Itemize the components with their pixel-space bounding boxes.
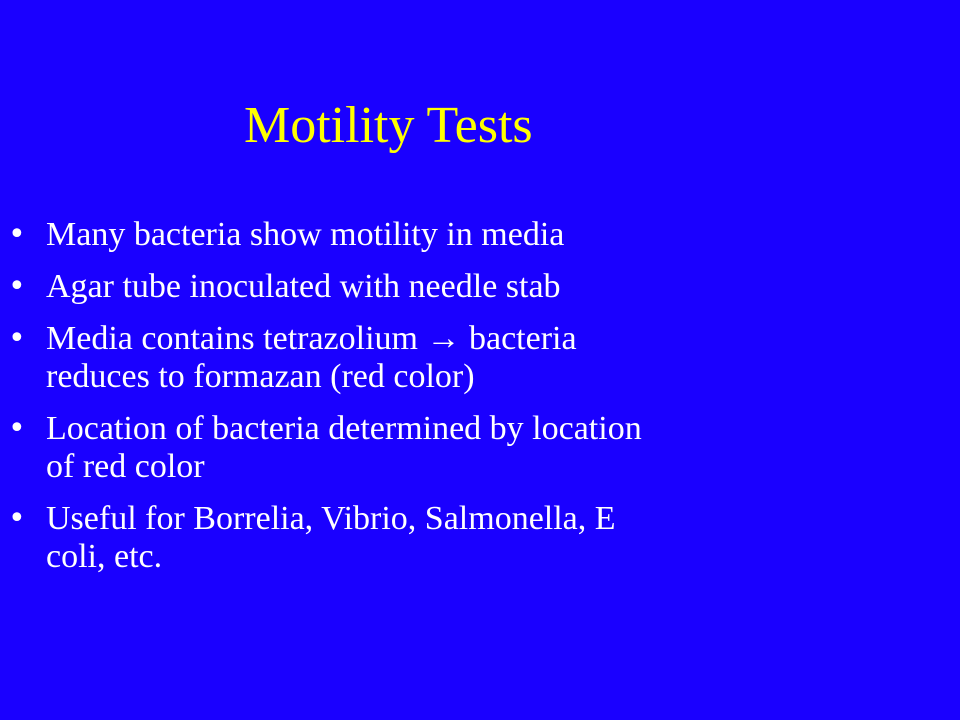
bullet-dot-icon: •	[8, 269, 26, 304]
bullet-dot-icon: •	[8, 501, 26, 536]
bullet-text-line: Media contains tetrazolium → bacteria	[46, 320, 577, 357]
bullet-item-motility-in-media	[0, 216, 960, 254]
bullet-text-line: Location of bacteria determined by location	[46, 410, 642, 447]
bullet-text-line: Agar tube inoculated with needle stab	[46, 268, 561, 305]
bullet-text-line: coli, etc.	[46, 538, 163, 575]
bullet-text-line: of red color	[46, 448, 205, 485]
bullet-item-useful-for	[0, 500, 960, 576]
bullet-text-line: Many bacteria show motility in media	[46, 216, 565, 253]
bullet-list	[0, 216, 960, 590]
bullet-item-location-red-color	[0, 410, 960, 486]
bullet-item-needle-stab	[0, 268, 960, 306]
bullet-dot-icon: •	[8, 217, 26, 252]
bullet-text-line: reduces to formazan (red color)	[46, 358, 475, 395]
bullet-text-line: Useful for Borrelia, Vibrio, Salmonella, E	[46, 500, 616, 537]
bullet-item-tetrazolium	[0, 320, 960, 396]
slide-title: Motility Tests	[244, 97, 533, 154]
bullet-dot-icon: •	[8, 321, 26, 356]
bullet-dot-icon: •	[8, 411, 26, 446]
